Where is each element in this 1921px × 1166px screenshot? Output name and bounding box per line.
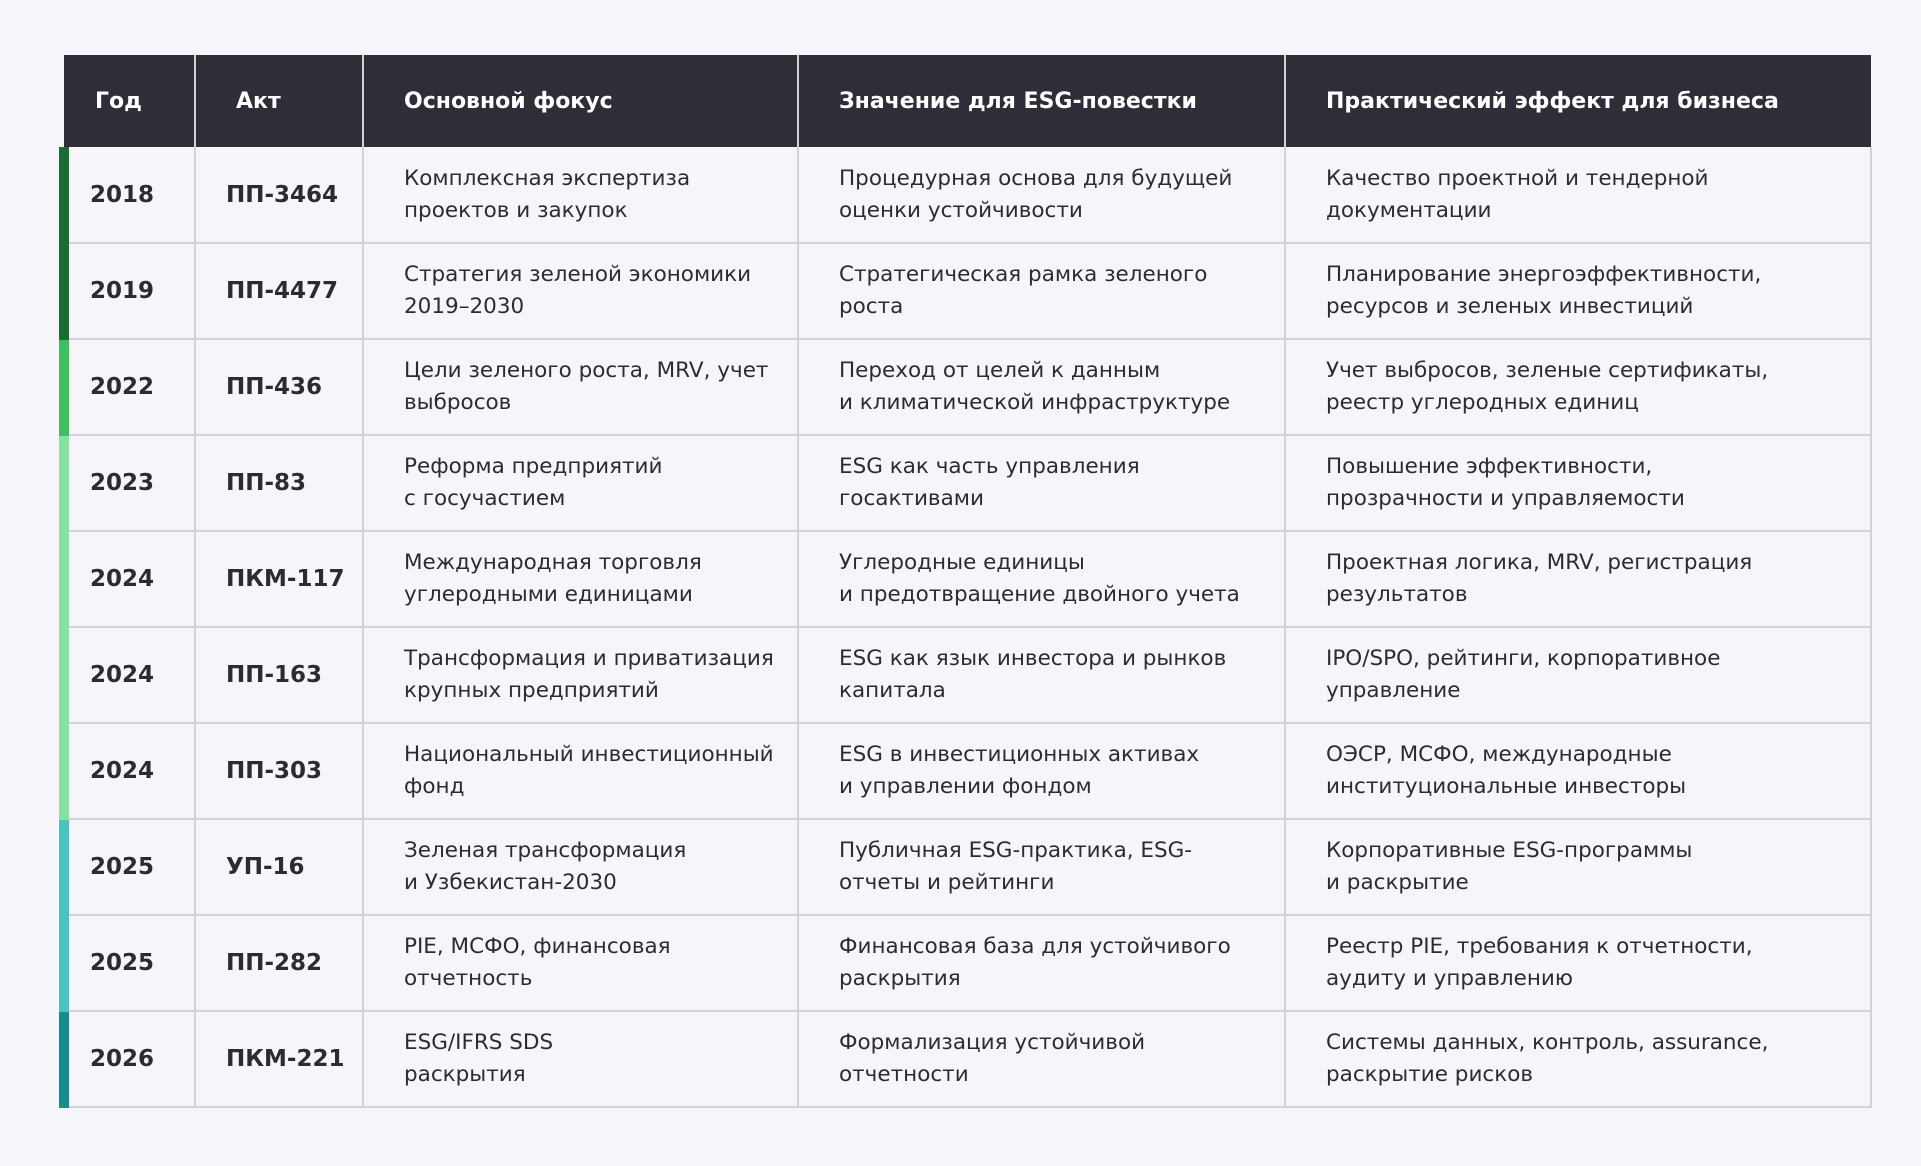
year-cell-text: 2019 [90,278,155,304]
act-cell-text: ПП-83 [226,470,307,496]
esg-meaning-cell [798,339,1285,435]
table-row [64,723,1871,819]
table-row [64,339,1871,435]
focus-cell [363,915,798,1011]
year-cell [64,1011,195,1107]
esg-meaning-cell [798,435,1285,531]
esg-meaning-cell-text: ESG как часть управления госактивами [839,454,1140,511]
header-row [64,55,1871,147]
year-cell-text: 2025 [90,950,155,976]
year-cell [64,339,195,435]
esg-meaning-cell-text: Формализация устойчивой отчетности [839,1030,1146,1087]
year-cell [64,627,195,723]
act-cell [195,1011,363,1107]
year-cell [64,819,195,915]
act-cell [195,723,363,819]
business-effect-cell-text: Реестр PIE, требования к отчетности, аудиту и управлению [1326,934,1753,991]
header-act: Акт [195,55,363,147]
business-effect-cell-text: Повышение эффективности, прозрачности и управляемости [1326,454,1685,511]
act-cell-text: УП-16 [226,854,305,880]
header-focus: Основной фокус [363,55,798,147]
focus-cell [363,627,798,723]
business-effect-cell-text: Учет выбросов, зеленые сертификаты, реестр углеродных единиц [1326,358,1769,415]
business-effect-cell-text: IPO/SPO, рейтинги, корпоративное управление [1326,646,1721,703]
act-cell-text: ПП-303 [226,758,323,784]
focus-cell-text: Комплексная экспертиза проектов и закупок [404,165,691,223]
esg-meaning-cell-text: Финансовая база для устойчивого раскрытия [839,934,1231,991]
business-effect-cell-text: Планирование энергоэффективности, ресурсов и зеленых инвестиций [1326,262,1762,319]
esg-meaning-cell [798,915,1285,1011]
esg-meaning-cell [798,243,1285,339]
esg-meaning-cell [798,723,1285,819]
year-cell [64,531,195,627]
table-row [64,819,1871,915]
focus-cell-text: Цели зеленого роста, MRV, учет выбросов [404,358,769,415]
esg-meaning-cell-text: ESG как язык инвестора и рынков капитала [839,646,1227,703]
esg-meaning-cell [798,627,1285,723]
table-row [64,243,1871,339]
business-effect-cell [1285,531,1871,627]
focus-cell-text: Реформа предприятий с госучастием [404,454,663,511]
focus-cell-text: Международная торговля углеродными единицами [404,550,702,607]
business-effect-cell [1285,339,1871,435]
focus-cell-text: Трансформация и приватизация крупных предприятий [404,646,774,703]
focus-cell-text: Стратегия зеленой экономики 2019–2030 [404,262,752,319]
act-cell [195,435,363,531]
esg-meaning-cell-text: Процедурная основа для будущей оценки устойчивости [839,165,1233,223]
focus-cell [363,147,798,243]
year-cell [64,435,195,531]
esg-meaning-cell [798,819,1285,915]
table-row [64,915,1871,1011]
act-cell [195,819,363,915]
business-effect-cell-text: Корпоративные ESG-программы и раскрытие [1326,838,1693,895]
year-cell-text: 2022 [90,374,155,400]
table-row [64,627,1871,723]
act-cell-text: ПП-282 [226,950,323,976]
table-row [64,147,1871,243]
table-body [64,147,1871,1107]
focus-cell-text: ESG/IFRS SDS раскрытия [404,1030,554,1087]
focus-cell-text: Национальный инвестиционный фонд [404,742,774,799]
focus-cell [363,531,798,627]
year-cell-text: 2024 [90,758,155,784]
year-cell-text: 2024 [90,662,155,688]
year-cell [64,147,195,243]
business-effect-cell [1285,1011,1871,1107]
esg-meaning-cell-text: ESG в инвестиционных активах и управлении фондом [839,742,1200,799]
focus-cell-text: Зеленая трансформация и Узбекистан-2030 [404,838,687,895]
table-row [64,531,1871,627]
focus-cell [363,339,798,435]
year-cell [64,915,195,1011]
act-cell [195,531,363,627]
esg-meaning-cell [798,1011,1285,1107]
act-cell [195,243,363,339]
year-cell-text: 2026 [90,1046,155,1072]
act-cell-text: ПП-436 [226,374,323,400]
focus-cell-text: PIE, МСФО, финансовая отчетность [404,934,671,991]
esg-meaning-cell-text: Переход от целей к данным и климатической инфраструктуре [839,358,1231,415]
act-cell [195,915,363,1011]
business-effect-cell [1285,723,1871,819]
year-cell-text: 2023 [90,470,155,496]
act-cell [195,627,363,723]
esg-meaning-cell [798,531,1285,627]
business-effect-cell-text: Качество проектной и тендерной документации [1326,165,1709,223]
business-effect-cell [1285,243,1871,339]
business-effect-cell [1285,435,1871,531]
esg-acts-table [59,55,1872,1108]
table-row [64,1011,1871,1107]
act-cell-text: ПП-4477 [226,278,339,304]
focus-cell [363,723,798,819]
esg-meaning-cell-text: Углеродные единицы и предотвращение двойного учета [839,550,1240,607]
esg-meaning-cell-text: Публичная ESG-практика, ESG- отчеты и рейтинги [839,838,1193,895]
focus-cell [363,435,798,531]
focus-cell [363,1011,798,1107]
act-cell [195,339,363,435]
business-effect-cell [1285,627,1871,723]
year-cell-text: 2024 [90,566,155,592]
business-effect-cell-text: Системы данных, контроль, assurance, раскрытие рисков [1326,1030,1769,1087]
business-effect-cell-text: Проектная логика, MRV, регистрация результатов [1326,550,1753,607]
year-cell [64,243,195,339]
act-cell-text: ПП-3464 [226,181,339,208]
business-effect-cell [1285,819,1871,915]
focus-cell [363,243,798,339]
act-cell-text: ПКМ-221 [226,1046,345,1072]
header-year: Год [64,55,195,147]
year-cell-text: 2018 [90,181,155,208]
act-cell [195,147,363,243]
year-cell-text: 2025 [90,854,155,880]
business-effect-cell-text: ОЭСР, МСФО, международные институциональные инвесторы [1326,742,1687,799]
business-effect-cell [1285,915,1871,1011]
business-effect-cell [1285,147,1871,243]
focus-cell [363,819,798,915]
header-business-effect: Практический эффект для бизнеса [1285,55,1871,147]
table-header [64,55,1871,147]
esg-meaning-cell-text: Стратегическая рамка зеленого роста [839,262,1208,319]
table-row [64,435,1871,531]
act-cell-text: ПКМ-117 [226,566,345,592]
header-esg-meaning: Значение для ESG-повестки [798,55,1285,147]
act-cell-text: ПП-163 [226,662,323,688]
year-cell [64,723,195,819]
esg-meaning-cell [798,147,1285,243]
